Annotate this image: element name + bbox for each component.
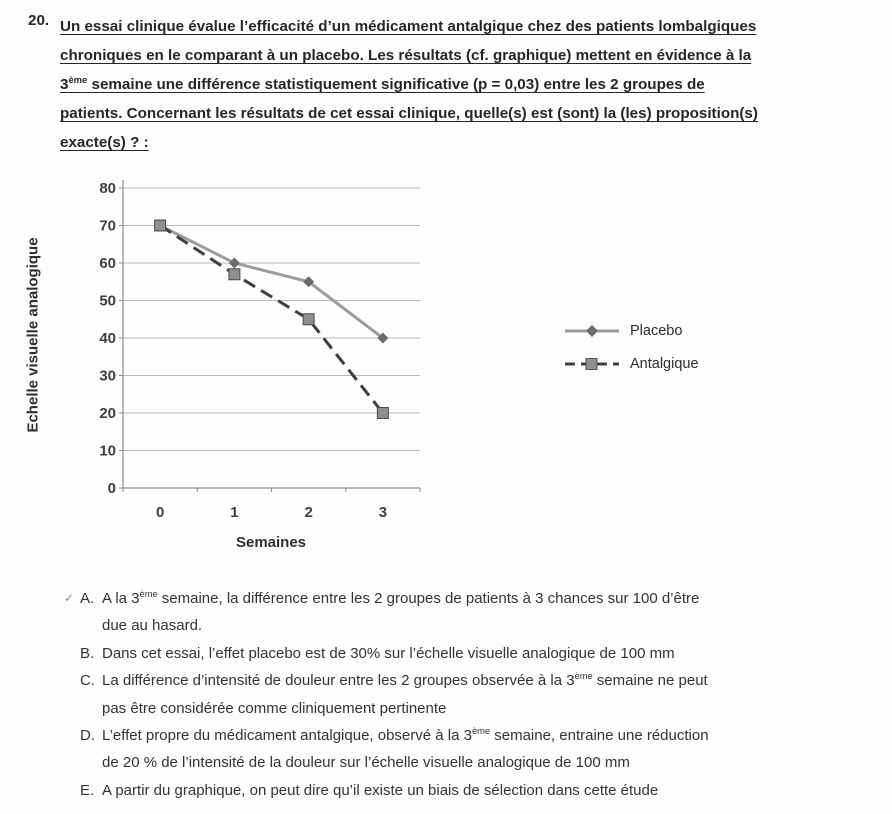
question-line: 3ème semaine une différence statistiquement significative (p = 0,03) entre les 2 groupes de <box>60 73 705 93</box>
placebo-line-sample-icon <box>563 324 621 338</box>
y-tick-label: 20 <box>99 405 116 422</box>
y-tick-label: 70 <box>99 217 116 235</box>
option-text: A partir du graphique, on peut dire qu’il existe un biais de sélection dans cette étude <box>102 781 659 799</box>
question-line: patients. Concernant les résultats de cet essai clinique, quelle(s) est (sont) la (les) proposition(s) <box>60 105 758 122</box>
options-list <box>64 585 810 804</box>
x-tick-label: 3 <box>378 504 388 521</box>
antalgique-line <box>160 226 383 414</box>
option-a <box>64 585 810 640</box>
y-tick-label: 80 <box>99 180 116 197</box>
legend-label-placebo: Placebo <box>630 323 683 339</box>
option-text: L’effet propre du médicament antalgique, observé à la 3ème semaine, entraine une réduction de 20 % de l’intensité de la douleur sur l’échelle visuelle analogique de 100 mm <box>102 726 709 772</box>
antalgique-marker <box>229 269 240 280</box>
option-text: Dans cet essai, l’effet placebo est de 30% sur l’échelle visuelle analogique de 100 mm <box>102 644 675 662</box>
option-letter: C. <box>80 672 95 690</box>
x-axis-title: Semaines <box>235 534 307 551</box>
option-text: A la 3ème semaine, la différence entre les 2 groupes de patients à 3 chances sur 100 d’être due au hasard. <box>102 589 700 635</box>
option-letter: A. <box>80 590 95 607</box>
x-tick-label: 0 <box>155 504 165 521</box>
question-line: chroniques en le comparant à un placebo. Les résultats (cf. graphique) mettent en évidence à la <box>60 47 752 64</box>
chart-legend <box>563 317 699 378</box>
option-letter: D. <box>80 727 95 745</box>
question-line: exacte(s) ? : <box>60 134 149 151</box>
y-tick-label: 30 <box>99 367 116 385</box>
antalgique-marker <box>155 220 166 231</box>
option-d <box>64 722 810 777</box>
y-axis-title: Echelle visuelle analogique <box>24 237 42 433</box>
y-tick-label: 0 <box>107 480 116 497</box>
legend-entry-placebo <box>563 317 699 345</box>
antalgique-marker <box>377 408 388 419</box>
option-c <box>64 667 810 722</box>
chart-svg <box>80 175 560 575</box>
antalgique-line-sample-icon <box>563 357 621 371</box>
option-letter: E. <box>80 781 95 799</box>
y-tick-label: 50 <box>99 292 116 310</box>
placebo-marker <box>229 258 240 269</box>
question-number: 20. <box>28 12 50 29</box>
antalgique-marker <box>303 314 314 325</box>
placebo-line <box>160 226 383 339</box>
question-line: Un essai clinique évalue l’efficacité d’un médicament antalgique chez des patients lombalgiques <box>60 18 757 35</box>
y-tick-label: 40 <box>99 330 116 347</box>
checkmark-icon: ✓ <box>64 591 75 605</box>
legend-label-antalgique: Antalgique <box>630 356 699 372</box>
x-tick-label: 2 <box>304 504 313 521</box>
x-tick-label: 1 <box>230 504 239 521</box>
question-text <box>60 12 860 157</box>
option-letter: B. <box>80 644 95 662</box>
legend-entry-antalgique <box>563 350 699 378</box>
y-tick-label: 10 <box>99 442 116 460</box>
option-b <box>64 640 810 667</box>
y-tick-label: 60 <box>99 255 116 272</box>
option-e <box>64 777 810 804</box>
option-text: La différence d’intensité de douleur entre les 2 groupes observée à la 3ème semaine ne peut pas être considérée comme cliniquement pertinente <box>102 671 708 717</box>
